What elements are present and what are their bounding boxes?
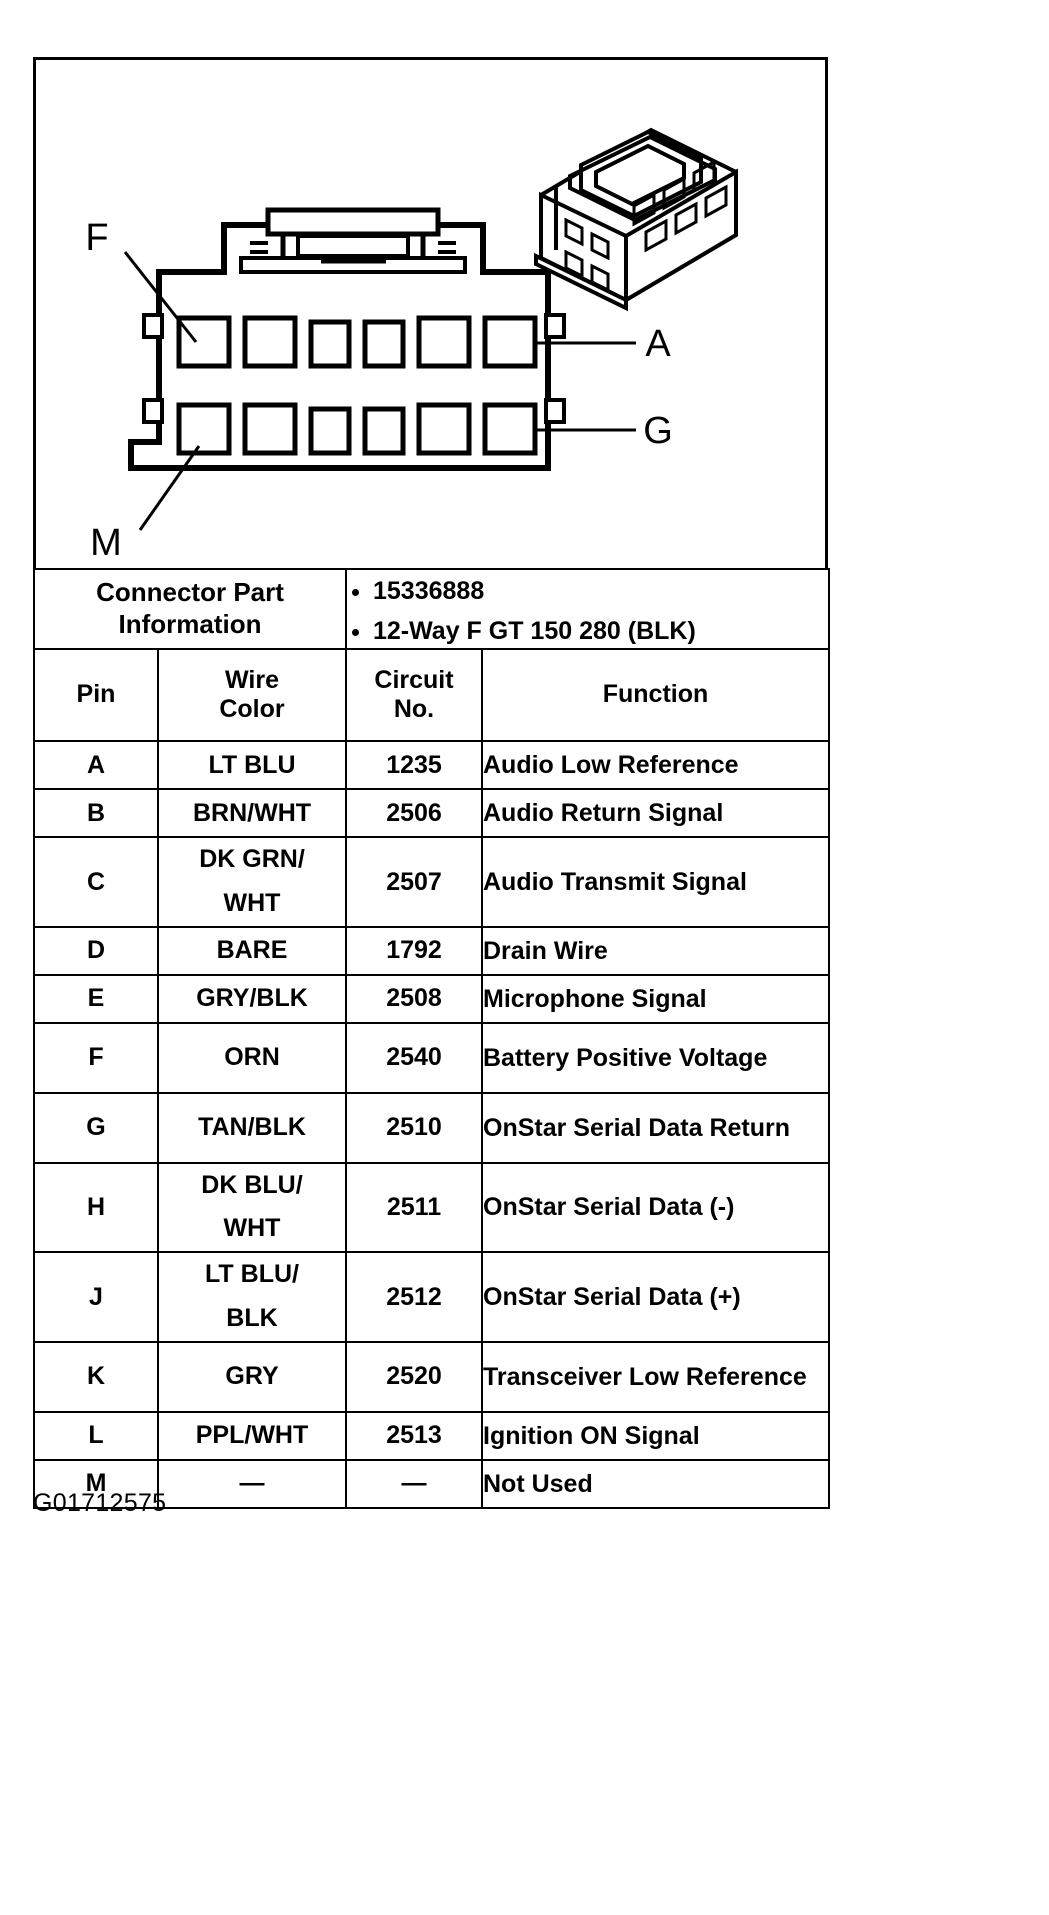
- cell-circuit-no: 2508: [346, 975, 482, 1023]
- cpi-label-line2: Information: [118, 609, 262, 639]
- cell-wire-color: BARE: [158, 927, 346, 975]
- cell-function: Audio Low Reference: [482, 741, 829, 789]
- cell-circuit-no: —: [346, 1460, 482, 1508]
- cell-circuit-no: 2507: [346, 837, 482, 927]
- wire-color-line1: LT BLU/: [205, 1260, 299, 1288]
- cell-pin: D: [34, 927, 158, 975]
- cell-function: OnStar Serial Data (+): [482, 1252, 829, 1342]
- connector-isometric-view: [536, 60, 736, 308]
- header-function: Function: [482, 649, 829, 741]
- callout-label-f: F: [85, 217, 109, 259]
- cell-function: Transceiver Low Reference: [482, 1342, 829, 1412]
- cell-pin: G: [34, 1093, 158, 1163]
- table-row: [34, 1093, 829, 1163]
- cell-pin: J: [34, 1252, 158, 1342]
- cell-circuit-no: 2506: [346, 789, 482, 837]
- table-row: [34, 1342, 829, 1412]
- cell-pin: K: [34, 1342, 158, 1412]
- header-circuit-no: [346, 649, 482, 741]
- cell-circuit-no: 2520: [346, 1342, 482, 1412]
- cell-function: Audio Transmit Signal: [482, 837, 829, 927]
- wire-color-line2: WHT: [223, 1214, 281, 1243]
- header-wire-color: [158, 649, 346, 741]
- table-row: [34, 975, 829, 1023]
- wire-color-line1: DK BLU/: [201, 1170, 303, 1199]
- cell-wire-color: GRY: [158, 1342, 346, 1412]
- callout-label-g: G: [643, 410, 673, 452]
- cell-wire-color: BRN/WHT: [158, 789, 346, 837]
- header-pin: Pin: [34, 649, 158, 741]
- table-row: [34, 927, 829, 975]
- header-wire-color-line2: Color: [219, 695, 285, 723]
- cell-pin: F: [34, 1023, 158, 1093]
- cell-circuit-no: 2511: [346, 1163, 482, 1253]
- cell-circuit-no: 2540: [346, 1023, 482, 1093]
- connector-pin-table: [33, 568, 830, 1509]
- connector-figure-frame: [33, 57, 828, 1498]
- cell-pin: B: [34, 789, 158, 837]
- cell-wire-color: ORN: [158, 1023, 346, 1093]
- cell-function: Drain Wire: [482, 927, 829, 975]
- cell-pin: M: [34, 1460, 158, 1508]
- figure-id-label: G01712575: [33, 1489, 167, 1517]
- cell-wire-color: PPL/WHT: [158, 1412, 346, 1460]
- header-circuit-no-line2: No.: [393, 695, 435, 723]
- header-circuit-no-line1: Circuit: [374, 665, 454, 694]
- connector-type-description: • 12-Way F GT 150 280 (BLK): [373, 616, 828, 646]
- cell-function: Not Used: [482, 1460, 829, 1508]
- wire-color-line1: DK GRN/: [199, 845, 305, 873]
- callout-label-m: M: [90, 522, 122, 564]
- cell-circuit-no: 2512: [346, 1252, 482, 1342]
- connector-part-info-row: [34, 569, 829, 649]
- cell-wire-color: LT BLU: [158, 741, 346, 789]
- cell-wire-color: [158, 1163, 346, 1253]
- connector-part-number: • 15336888: [373, 576, 828, 606]
- table-row: [34, 1023, 829, 1093]
- cell-wire-color: GRY/BLK: [158, 975, 346, 1023]
- cell-pin: E: [34, 975, 158, 1023]
- cell-wire-color: [158, 1252, 346, 1342]
- cell-circuit-no: 1235: [346, 741, 482, 789]
- header-wire-color-line1: Wire: [225, 665, 279, 694]
- table-row: [34, 1412, 829, 1460]
- table-row: [34, 837, 829, 927]
- cell-function: Microphone Signal: [482, 975, 829, 1023]
- table-header-row: [34, 649, 829, 741]
- cell-function: OnStar Serial Data Return: [482, 1093, 829, 1163]
- cell-wire-color: [158, 837, 346, 927]
- connector-part-info-values: [346, 569, 829, 649]
- cell-function: Audio Return Signal: [482, 789, 829, 837]
- connector-part-info-label: [34, 569, 346, 649]
- cell-circuit-no: 1792: [346, 927, 482, 975]
- cell-circuit-no: 2513: [346, 1412, 482, 1460]
- connector-illustration: [36, 60, 825, 568]
- cell-wire-color: —: [158, 1460, 346, 1508]
- cell-circuit-no: 2510: [346, 1093, 482, 1163]
- cell-function: Battery Positive Voltage: [482, 1023, 829, 1093]
- cell-function: OnStar Serial Data (-): [482, 1163, 829, 1253]
- cell-pin: A: [34, 741, 158, 789]
- wire-color-line2: WHT: [223, 888, 281, 917]
- table-row: [34, 1163, 829, 1253]
- cell-pin: L: [34, 1412, 158, 1460]
- table-row: [34, 1252, 829, 1342]
- cell-pin: C: [34, 837, 158, 927]
- wire-color-line2: BLK: [226, 1303, 278, 1332]
- table-row: [34, 741, 829, 789]
- cpi-label-line1: Connector Part: [96, 577, 284, 608]
- cell-function: Ignition ON Signal: [482, 1412, 829, 1460]
- table-row: [34, 789, 829, 837]
- cell-pin: H: [34, 1163, 158, 1253]
- cell-wire-color: TAN/BLK: [158, 1093, 346, 1163]
- callout-label-a: A: [645, 323, 671, 365]
